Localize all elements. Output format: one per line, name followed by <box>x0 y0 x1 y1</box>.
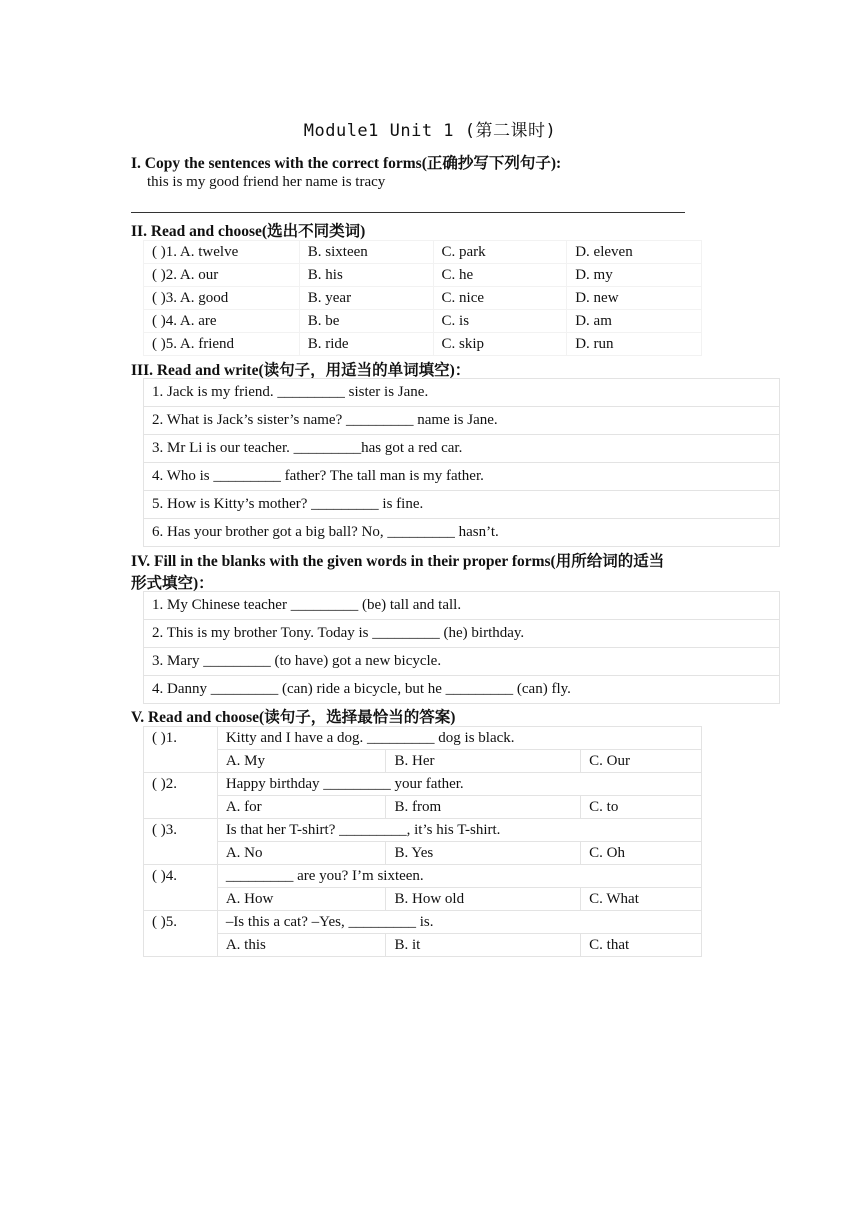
option-d: D. run <box>567 333 702 356</box>
table-row <box>144 241 702 264</box>
option-b: B. his <box>299 264 433 287</box>
question-text: Is that her T-shirt? _________, it’s his T-shirt. <box>217 819 701 842</box>
option-c: C. skip <box>433 333 567 356</box>
table-row <box>144 819 702 842</box>
question-number: ( )5. <box>144 911 218 957</box>
option-d: D. eleven <box>567 241 702 264</box>
fill-item: 1. Jack is my friend. _________ sister is Jane. <box>144 379 780 407</box>
option-b: B. ride <box>299 333 433 356</box>
section-3-heading: III. Read and write(读句子，用适当的单词填空)： <box>131 362 471 379</box>
table-row <box>144 310 702 333</box>
table-row <box>144 865 702 888</box>
table-row <box>144 435 780 463</box>
read-write-table <box>143 378 780 547</box>
answer-line <box>131 212 685 213</box>
table-row <box>144 287 702 310</box>
table-row <box>144 407 780 435</box>
fill-forms-table <box>143 591 780 704</box>
table-row <box>144 519 780 547</box>
section-4-heading-cont: 形式填空)： <box>131 575 214 592</box>
fill-item: 1. My Chinese teacher _________ (be) tall and tall. <box>144 592 780 620</box>
fill-item: 3. Mr Li is our teacher. _________has got a red car. <box>144 435 780 463</box>
table-row <box>144 934 702 957</box>
choose-different-table <box>143 240 702 356</box>
question-text: –Is this a cat? –Yes, _________ is. <box>217 911 701 934</box>
option-a: A. No <box>217 842 386 865</box>
table-row <box>144 264 702 287</box>
fill-item: 3. Mary _________ (to have) got a new bicycle. <box>144 648 780 676</box>
question-number: ( )2. <box>144 773 218 819</box>
option-c: C. is <box>433 310 567 333</box>
table-row <box>144 911 702 934</box>
question-text: Kitty and I have a dog. _________ dog is black. <box>217 727 701 750</box>
option-b: B. year <box>299 287 433 310</box>
section-4-heading: IV. Fill in the blanks with the given words in their proper forms(用所给词的适当 <box>131 553 665 570</box>
table-row <box>144 676 780 704</box>
choose-answer-table <box>143 726 702 957</box>
question-text: _________ are you? I’m sixteen. <box>217 865 701 888</box>
option-c: C. Our <box>581 750 702 773</box>
option-a: A. for <box>217 796 386 819</box>
option-c: C. he <box>433 264 567 287</box>
option-a: A. this <box>217 934 386 957</box>
option-d: D. my <box>567 264 702 287</box>
section-2-heading: II. Read and choose(选出不同类词) <box>131 223 366 240</box>
option-c: C. to <box>581 796 702 819</box>
option-d: D. am <box>567 310 702 333</box>
option-b: B. be <box>299 310 433 333</box>
fill-item: 6. Has your brother got a big ball? No, _________ hasn’t. <box>144 519 780 547</box>
option-b: B. from <box>386 796 581 819</box>
section-1-heading: I. Copy the sentences with the correct forms(正确抄写下列句子): <box>131 155 562 172</box>
option-c: C. nice <box>433 287 567 310</box>
option-b: B. How old <box>386 888 581 911</box>
option-b: B. it <box>386 934 581 957</box>
option-a: A. How <box>217 888 386 911</box>
fill-item: 4. Danny _________ (can) ride a bicycle, but he _________ (can) fly. <box>144 676 780 704</box>
section-5-heading: V. Read and choose(读句子，选择最恰当的答案) <box>131 709 456 726</box>
table-row <box>144 750 702 773</box>
option-b: B. Yes <box>386 842 581 865</box>
question-number: ( )4. A. are <box>144 310 300 333</box>
table-row <box>144 842 702 865</box>
option-c: C. Oh <box>581 842 702 865</box>
option-b: B. Her <box>386 750 581 773</box>
question-number: ( )2. A. our <box>144 264 300 287</box>
fill-item: 2. What is Jack’s sister’s name? _________ name is Jane. <box>144 407 780 435</box>
option-c: C. that <box>581 934 702 957</box>
option-b: B. sixteen <box>299 241 433 264</box>
option-d: D. new <box>567 287 702 310</box>
option-c: C. What <box>581 888 702 911</box>
table-row <box>144 333 702 356</box>
question-number: ( )5. A. friend <box>144 333 300 356</box>
page-title: Module1 Unit 1 (第二课时) <box>303 121 557 141</box>
option-c: C. park <box>433 241 567 264</box>
table-row <box>144 727 702 750</box>
question-number: ( )3. A. good <box>144 287 300 310</box>
table-row <box>144 773 702 796</box>
question-number: ( )1. A. twelve <box>144 241 300 264</box>
copy-sentence: this is my good friend her name is tracy <box>147 174 386 190</box>
fill-item: 4. Who is _________ father? The tall man is my father. <box>144 463 780 491</box>
table-row <box>144 463 780 491</box>
table-row <box>144 620 780 648</box>
question-number: ( )3. <box>144 819 218 865</box>
fill-item: 5. How is Kitty’s mother? _________ is fine. <box>144 491 780 519</box>
question-number: ( )4. <box>144 865 218 911</box>
fill-item: 2. This is my brother Tony. Today is _________ (he) birthday. <box>144 620 780 648</box>
table-row <box>144 648 780 676</box>
question-number: ( )1. <box>144 727 218 773</box>
table-row <box>144 491 780 519</box>
table-row <box>144 888 702 911</box>
table-row <box>144 379 780 407</box>
table-row <box>144 592 780 620</box>
question-text: Happy birthday _________ your father. <box>217 773 701 796</box>
option-a: A. My <box>217 750 386 773</box>
table-row <box>144 796 702 819</box>
